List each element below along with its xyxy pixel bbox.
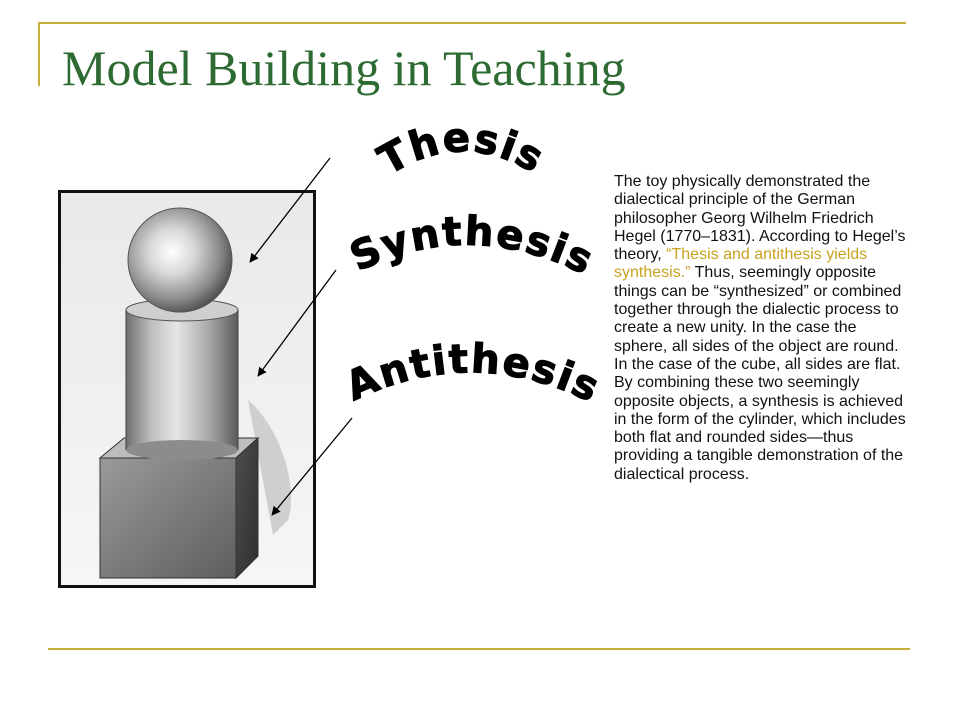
body-text-part1: The toy physically demonstrated the dialectical principle of the German philosopher Georg Wilhelm Friedrich Hegel (1770–1831). According to Hegel’s theory, xyxy=(614,173,906,264)
hegel-quote: “Thesis and antithesis yields synthesis.” xyxy=(614,246,868,282)
svg-text:Thesis xyxy=(371,115,552,184)
thesis-label: Thesis xyxy=(371,114,553,185)
left-accent-line xyxy=(38,22,40,86)
bottom-accent-line xyxy=(48,648,910,650)
sphere-cylinder-cube-illustration xyxy=(58,190,316,588)
top-accent-line xyxy=(38,22,906,24)
slide-title: Model Building in Teaching xyxy=(62,40,626,96)
svg-text:Synthesis xyxy=(344,209,602,285)
synthesis-label: Synthesis xyxy=(343,208,602,285)
svg-text:Antithesis xyxy=(339,336,607,412)
body-paragraph xyxy=(614,173,910,484)
body-text-part2: Thus, seemingly opposite things can be “synthesized” or combined together through the dialectic process to create a new unity. In the case the sphere, all sides of the object are round. In the case of the cube, all sides are flat. By combining these two seemingly opposite objects, a synthesis is achieved in the form of the cylinder, which includes both flat and rounded sides—thus providing a tangible demonstration of the dialectical process. xyxy=(614,264,906,483)
antithesis-label: Antithesis xyxy=(339,336,608,413)
